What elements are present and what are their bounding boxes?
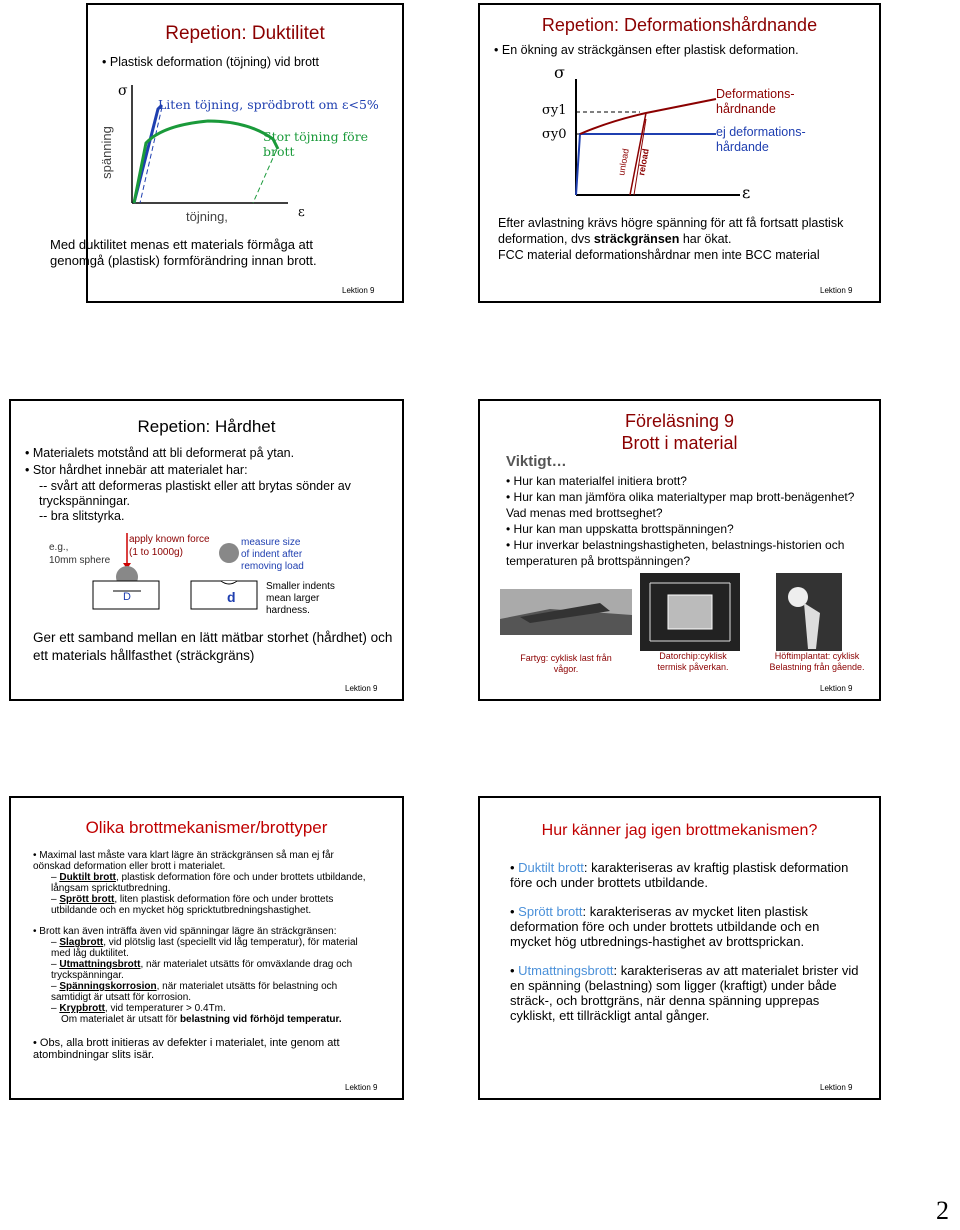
sigma-y1-label: σy1 (542, 103, 567, 118)
hardening-label: Deformations- hårdnande (716, 87, 795, 116)
slide-title: Repetion: Hårdhet (137, 417, 276, 436)
slide-footer: Lektion 9 (820, 286, 853, 295)
bullet-item: • Maximal last måste vara klart lägre än sträckgränsen så man ej får oönskad deformation eller brott i materialet. (33, 850, 334, 872)
slide-title: Repetion: Duktilitet (165, 23, 325, 44)
slide-title: Repetion: Deformationshårdnande (541, 15, 818, 35)
slide-footer: Lektion 9 (820, 684, 853, 693)
bullet-text: • Plastisk deformation (töjning) vid brott (102, 55, 319, 69)
explanation-text: Efter avlastning krävs högre spänning för att få fortsatt plastisk deformation, dvs sträckgränsen har ökat. FCC material deformationshårdnar men inte BCC material (498, 216, 844, 262)
slide-footer: Lektion 9 (345, 1083, 378, 1092)
y-axis-label: spänning (98, 126, 114, 179)
sub-item: – Utmattningsbrott, när materialet utsätts för omväxlande drag och tryckspänningar. (51, 959, 353, 981)
force-label: apply known force (1 to 1000g) (129, 534, 210, 558)
bullet-item: • Obs, alla brott initieras av defekter i materialet, inte genom att atombindningar slits isär. (33, 1037, 340, 1061)
D-label: D (123, 591, 131, 603)
identify-item: • Utmattningsbrott: karakteriseras av att materialet brister vid en spänning (belastning) som ligger (kraftigt) under både sträck-, och brottgräns, när denna spänning upprepas cykliskt, ett tillräckligt antal gånger. (510, 963, 859, 1023)
caption-chip: Datorchip:cyklisk termisk påverkan. (657, 651, 729, 672)
caption-implant: Höftimplantat: cyklisk Belastning från gående. (769, 651, 865, 672)
sub-item: – Krypbrott, vid temperaturer > 0.4Tm. (51, 1003, 226, 1014)
sigma-label: σ (118, 83, 128, 99)
slide-footer: Lektion 9 (820, 1083, 853, 1092)
slide-forelasning (478, 399, 881, 701)
x-axis-label: töjning, (186, 209, 228, 224)
epsilon-label: ε (742, 183, 751, 202)
lecture-title: Föreläsning 9 (624, 411, 735, 431)
sigma-label: σ (554, 63, 565, 82)
question-item: • Hur kan man uppskatta brottspänningen? (506, 522, 734, 536)
slide-brottmekanismer (9, 796, 404, 1100)
eg-label: e.g., 10mm sphere (49, 542, 111, 566)
unload-label: unload (616, 147, 631, 177)
line-2: -- bra slitstyrka. (39, 509, 125, 523)
slide-hardhet (9, 399, 404, 701)
ductile-label: Stor töjning före brott (263, 129, 369, 159)
question-item: • Hur inverkar belastningshastigheten, belastnings-historien och temperaturen på brottspänningen? (506, 538, 845, 568)
page-number: 2 (936, 1196, 949, 1225)
epsilon-label: ε (298, 205, 305, 220)
sub-item: – Spänningskorrosion, när materialet utsätts för belastning och samtidigt är utsatt för korrosion. (51, 981, 338, 1003)
bullet-text: • En ökning av sträckgänsen efter plastisk deformation. (494, 43, 799, 57)
hip-implant-photo (776, 573, 842, 651)
bullet-2: • Stor hårdhet innebär att materialet har: (25, 463, 248, 477)
sub-item: – Duktilt brott, plastisk deformation före och under brottets utbildande, långsam spricktutbredning. (51, 872, 366, 894)
identify-list (510, 860, 860, 1023)
sub-item: – Slagbrott, vid plötslig last (speciellt vid låg temperatur), för material med låg duktilitet. (51, 937, 358, 959)
slide-kanna-igen (478, 796, 881, 1100)
chip-photo (640, 573, 740, 651)
bullet-1: • Materialets motstånd att bli deformerat på ytan. (25, 446, 295, 460)
sub-item: – Sprött brott, liten plastisk deformation före och under brottets utbildande och en mycket hög spricktutbredningshastighet. (51, 894, 334, 916)
lecture-subtitle: Brott i material (621, 433, 738, 453)
question-list (506, 473, 866, 569)
sub-item-cont: Om materialet är utsatt för belastning vid förhöjd temperatur. (61, 1014, 342, 1025)
sigma-y0-label: σy0 (542, 127, 567, 142)
bullet-item: • Brott kan även inträffa även vid spänningar lägre än sträckgränsen: (33, 926, 337, 937)
identify-item: • Duktilt brott: karakteriseras av kraftig plastisk deformation före och under brottets utbildande. (510, 860, 849, 890)
hardness-test-diagram (71, 531, 271, 611)
caption-ship: Fartyg: cyklisk last från vågor. (520, 653, 612, 674)
mechanism-list (33, 850, 373, 1061)
slide-footer: Lektion 9 (345, 684, 378, 693)
brittle-label: Liten töjning, sprödbrott om ε<5% (158, 97, 379, 112)
bottom-text: Ger ett samband mellan en lätt mätbar storhet (hårdhet) och ett materials hållfasthet (sträckgräns) (33, 630, 393, 663)
ship-photo (500, 589, 632, 635)
description-text: Med duktilitet menas ett materials förmåga att genomgå (plastisk) formförändring innan brott. (50, 237, 317, 268)
slide-title: Hur känner jag igen brottmekanismen? (541, 822, 818, 839)
no-hardening-label: ej deformations- hårdande (716, 125, 806, 154)
d-label: d (227, 589, 236, 605)
hardening-chart (480, 61, 880, 201)
question-item: • Hur kan materialfel initiera brott? (506, 474, 687, 488)
measure-label: measure size of indent after removing load (241, 537, 304, 572)
reload-label: reload (636, 147, 651, 177)
slide-footer: Lektion 9 (342, 286, 375, 295)
viktigt-label: Viktigt… (506, 453, 567, 470)
slide-deformationshardnande (478, 3, 881, 303)
slide-duktilitet (50, 3, 404, 303)
smaller-indents-text: Smaller indents mean larger hardness. (266, 581, 335, 616)
question-item: • Hur kan man jämföra olika materialtyper map brott-benägenhet? Vad menas med brottseghet? (506, 490, 855, 520)
identify-item: • Sprött brott: karakteriseras av mycket liten plastisk deformation före och under brottets utbildande och en mycket hög utbrednings-hastighet av brottsprickan. (510, 904, 820, 949)
line-1: -- svårt att deformeras plastiskt eller att brytas sönder av tryckspänningar. (39, 479, 351, 508)
slide-title: Olika brottmekanismer/brottyper (85, 818, 328, 837)
